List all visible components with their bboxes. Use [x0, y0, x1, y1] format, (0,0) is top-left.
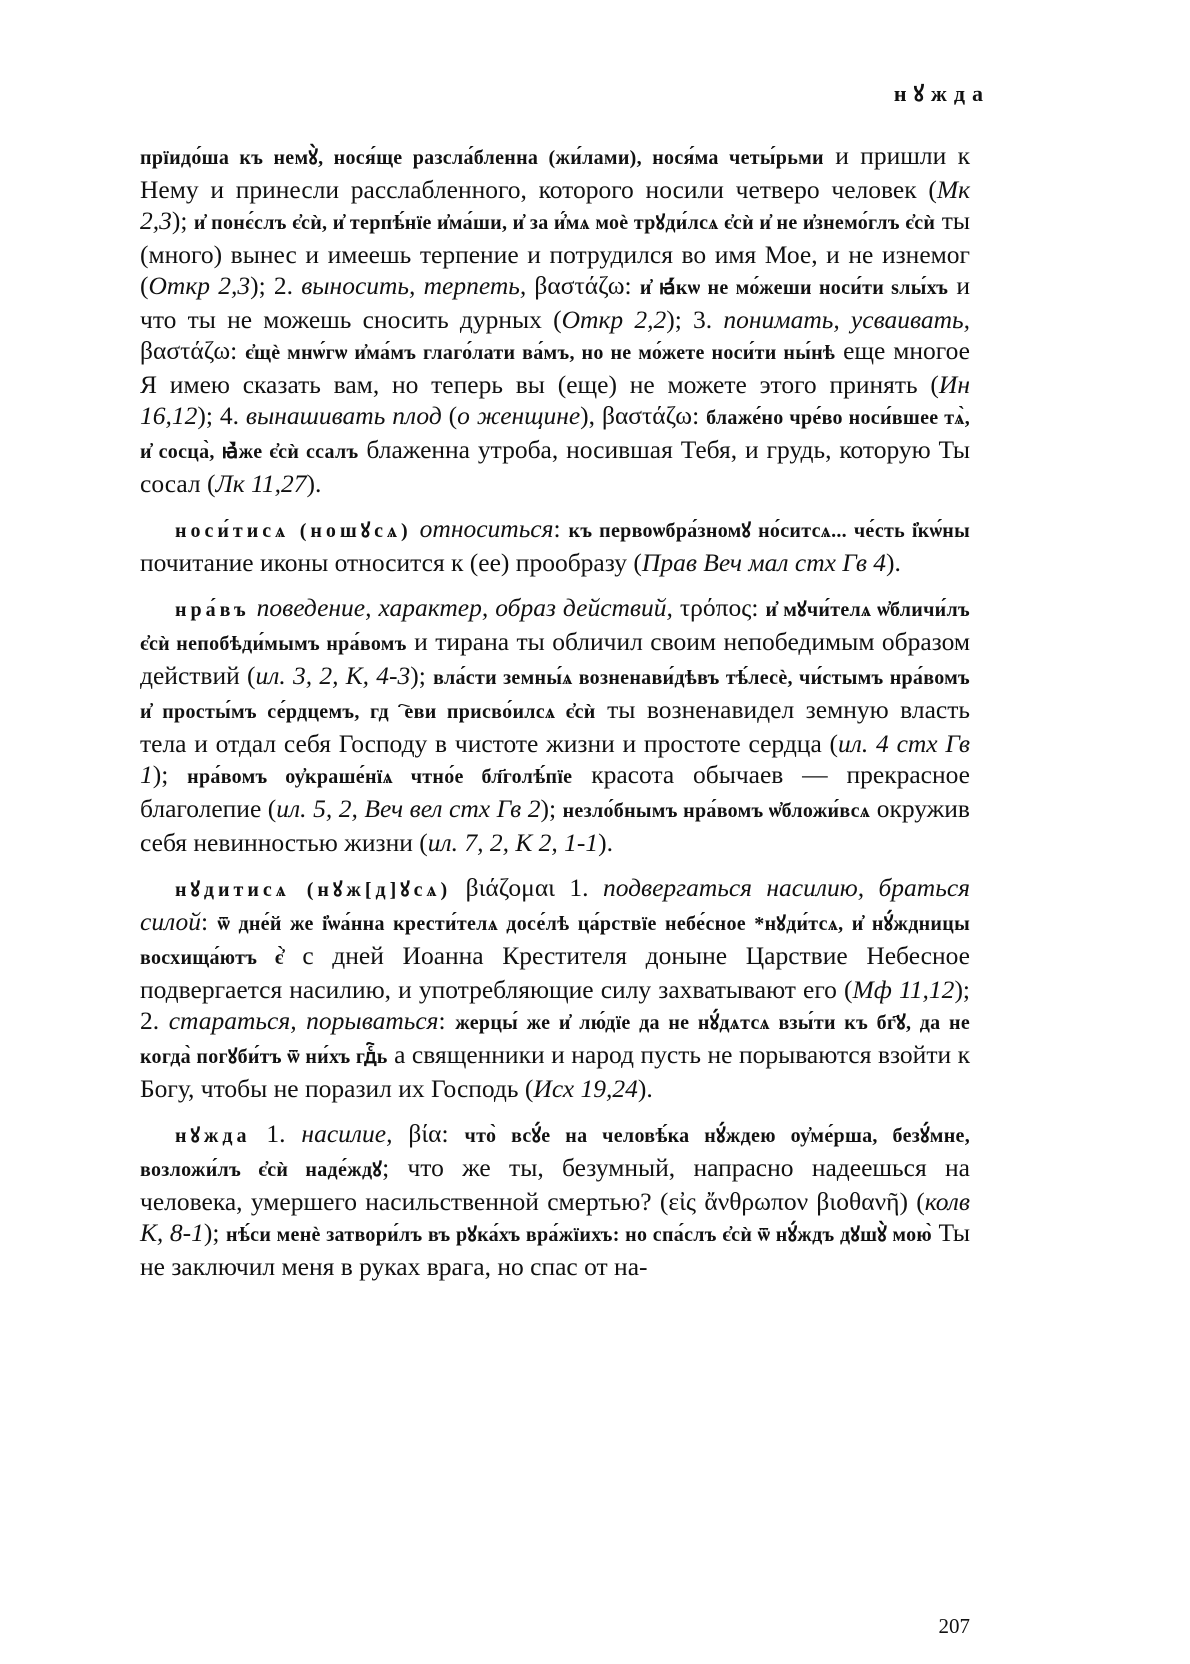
dictionary-entry	[140, 513, 970, 578]
russian-text	[673, 593, 680, 622]
russian-text: Ты не заключил меня в руках врага, но спас от на-	[140, 1218, 970, 1281]
russian-text: ).	[306, 469, 322, 498]
italic-gloss: выносить, терпеть,	[301, 271, 527, 300]
russian-text: ).	[598, 828, 614, 857]
italic-gloss: Ин 16,12	[140, 370, 970, 430]
russian-text: блаженна утроба, носившая Тебя, и грудь, которую Ты сосал (	[140, 435, 970, 498]
russian-text: а священники и народ пусть не порываются взойти к Богу, чтобы не поразил их Господь (	[140, 1040, 971, 1103]
italic-gloss: Исх 19,24	[533, 1074, 638, 1103]
russian-text: :	[751, 593, 766, 622]
church-slavonic-text: блаже́но чре́во носи́вшее тѧ̀, и҆ сосца̀, ꙗ҆̀же є҆сѝ ссалъ	[140, 407, 971, 463]
russian-text: ты (много) вынес и имеешь терпение и потрудился во имя Мое, и не изнемог (	[140, 206, 970, 300]
russian-text: и тирана ты обличил своим непобедимым образом действий (	[140, 627, 971, 690]
headword: нꙋдитисѧ (нꙋж[д]ꙋсѧ)	[175, 879, 452, 901]
headword: нра́въ	[175, 599, 250, 621]
greek-term: βία	[408, 1119, 442, 1148]
dictionary-entry	[140, 592, 970, 858]
russian-text: и что ты не можешь сносить дурных (	[140, 271, 971, 334]
russian-text: );	[410, 661, 434, 690]
dictionary-entry	[140, 872, 970, 1104]
greek-term: εἰς ἄνθρωπον βιοθανῆ	[668, 1187, 900, 1216]
italic-gloss: колв К, 8-1	[140, 1187, 970, 1247]
church-slavonic-text: и҆ ꙗ҆́кѡ не мо́жеши носи́ти ѕлы́хъ	[639, 277, 949, 299]
italic-gloss: ил. 4 стх Гв 1	[140, 729, 970, 789]
italic-gloss: относиться	[419, 514, 554, 543]
italic-gloss: поведение, характер, образ действий,	[256, 593, 673, 622]
dictionary-entry	[140, 140, 970, 499]
russian-text: );	[171, 206, 194, 235]
russian-text: ).	[886, 548, 901, 577]
church-slavonic-text: є҆щѐ мнѡ́гѡ и҆ма́мъ глаго́лати ва́мъ, но не мо́жете носи́ти ны́нѣ	[245, 342, 836, 364]
italic-gloss: ил. 3, 2, К, 4-3	[255, 661, 411, 690]
russian-text: ),	[580, 401, 602, 430]
church-slavonic-text: жерцы́ же и҆ лю́дїе да не нꙋ́дѧтсѧ взы́ти къ бг҃ꙋ, да не когда̀ погꙋби́тъ ѿ ни́хъ гдⷭ҇ь	[140, 1012, 970, 1068]
russian-text: ); 4.	[197, 401, 246, 430]
italic-gloss: Откр 2,2	[561, 305, 667, 334]
italic-gloss: ил. 5, 2, Веч вел стх Гв 2	[276, 794, 541, 823]
russian-text	[250, 593, 257, 622]
russian-text	[451, 873, 465, 902]
church-slavonic-text: вла́сти земны́ѧ возненави́дѣвъ тѣ́лесѐ, чи́стымъ нра́вомъ и҆ просты́мъ се́рдцемъ, гдⷭ҇еви присво́илсѧ є҆сѝ	[140, 667, 971, 723]
russian-text: :	[692, 401, 707, 430]
russian-text: с дней Иоанна Крестителя доныне Царствие Небесное подвергается насилию, и употребляющие силу захватывают его (	[140, 941, 970, 1004]
running-head: нꙋжда	[893, 81, 990, 106]
russian-text: 1.	[250, 1119, 302, 1148]
russian-text: 1.	[555, 873, 603, 902]
russian-text: ); 3.	[666, 305, 724, 334]
italic-gloss: вынашивать плод	[245, 401, 442, 430]
russian-text: );	[203, 1218, 227, 1247]
italic-gloss: Прав Веч мал стх Гв 4	[641, 548, 887, 577]
russian-text: почитание иконы относится к (ее) прообразу (	[140, 548, 642, 577]
russian-text: ).	[637, 1074, 653, 1103]
russian-text: );	[540, 794, 563, 823]
church-slavonic-text: и҆ понє́слъ є҆сѝ, и҆ терпѣ́нїе и҆ма́ши, и҆ за и҆́мѧ моѐ трꙋди́лсѧ є҆сѝ и҆ не и҆знемо́глъ є҆сѝ	[193, 212, 936, 234]
greek-term: βαστάζω	[140, 336, 231, 365]
greek-term: βαστάζω	[601, 401, 693, 430]
italic-gloss: стараться, порываться	[168, 1006, 439, 1035]
italic-gloss: Мк 2,3	[140, 175, 970, 235]
church-slavonic-text: ѿ дне́й же і҆ѡа́нна крести́телѧ досе́лѣ ца́рствїе небе́сное *нꙋди́тсѧ, и҆ нꙋ́ждницы восхища́ютъ є҆̀	[140, 913, 970, 969]
italic-gloss: понимать, усваивать,	[723, 305, 970, 334]
russian-text: :	[441, 1119, 465, 1148]
church-slavonic-text: и҆ мꙋчи́телѧ ѡ҆бличи́лъ є҆сѝ непобѣди́мымъ нра́вомъ	[140, 599, 970, 655]
russian-text: :	[230, 336, 246, 365]
russian-text: еще многое Я имею сказать вам, но теперь вы (еще) не можете этого принять (	[140, 336, 970, 399]
headword: нꙋжда	[175, 1125, 251, 1147]
italic-gloss: Мф 11,12	[852, 975, 955, 1004]
greek-term: τρόπος	[679, 593, 752, 622]
dictionary-text	[140, 140, 970, 1296]
russian-text: );	[152, 760, 188, 789]
greek-term: βαστάζω	[534, 271, 625, 300]
russian-text: красота обычаев — прекрасное благолепие (	[140, 760, 970, 823]
russian-text: :	[624, 271, 640, 300]
dictionary-entry	[140, 1118, 970, 1282]
italic-gloss: о женщине	[457, 401, 581, 430]
russian-text: :	[553, 514, 569, 543]
russian-text: (	[441, 401, 458, 430]
russian-text	[392, 1119, 408, 1148]
church-slavonic-text: нѣ́си менѐ затвори́лъ въ рꙋка́хъ вра́жїихъ: но спа́слъ є҆сѝ ѿ нꙋ́ждъ дꙋшꙋ̀ мою̀	[226, 1224, 932, 1246]
russian-text: ; что же ты, безумный, напрасно надеешься на человека, умершего насильственной смертью? (	[140, 1153, 970, 1216]
italic-gloss: подвергаться насилию, браться силой	[140, 873, 970, 936]
italic-gloss: насилие,	[301, 1119, 393, 1148]
church-slavonic-text: незло́бнымъ нра́вомъ ѡ҆бложи́всѧ	[562, 800, 871, 822]
russian-text: :	[438, 1006, 456, 1035]
russian-text: ); 2.	[140, 975, 971, 1035]
church-slavonic-text: прїидо́ша къ немꙋ̀, нося́ще разсла́бленна (жи́лами), нося́ма четы́рьми	[140, 147, 824, 169]
russian-text: и пришли к Нему и принесли расслабленного, которого носили четверо человек (	[140, 141, 970, 204]
russian-text: ) (	[899, 1187, 925, 1216]
italic-gloss: Откр 2,3	[148, 271, 251, 300]
russian-text: окружив себя невинностью жизни (	[140, 794, 970, 857]
russian-text: :	[201, 907, 218, 936]
russian-text: ты возненавидел земную власть тела и отдал себя Господу в чистоте жизни и простоте сердца (	[140, 695, 970, 758]
greek-term: βιάζομαι	[465, 873, 556, 902]
church-slavonic-text: что̀ всꙋ́е на человѣ́ка нꙋ́ждею оу҆ме́рша, безꙋ́мне, возложи́лъ є҆сѝ наде́ждꙋ	[140, 1125, 970, 1181]
italic-gloss: Лк 11,27	[215, 469, 307, 498]
church-slavonic-text: къ первоѡбра́зномꙋ но́ситсѧ... че́сть і҆кѡ́ны	[568, 520, 970, 542]
church-slavonic-text: нра́вомъ оу҆краше́нїѧ чтно́е бл҃голѣ́пїе	[187, 766, 573, 788]
russian-text: ); 2.	[250, 271, 302, 300]
russian-text	[412, 514, 420, 543]
headword: носи́тисѧ (ношꙋсѧ)	[175, 520, 412, 542]
page-number: 207	[938, 1614, 970, 1638]
italic-gloss: ил. 7, 2, К 2, 1-1	[427, 828, 599, 857]
